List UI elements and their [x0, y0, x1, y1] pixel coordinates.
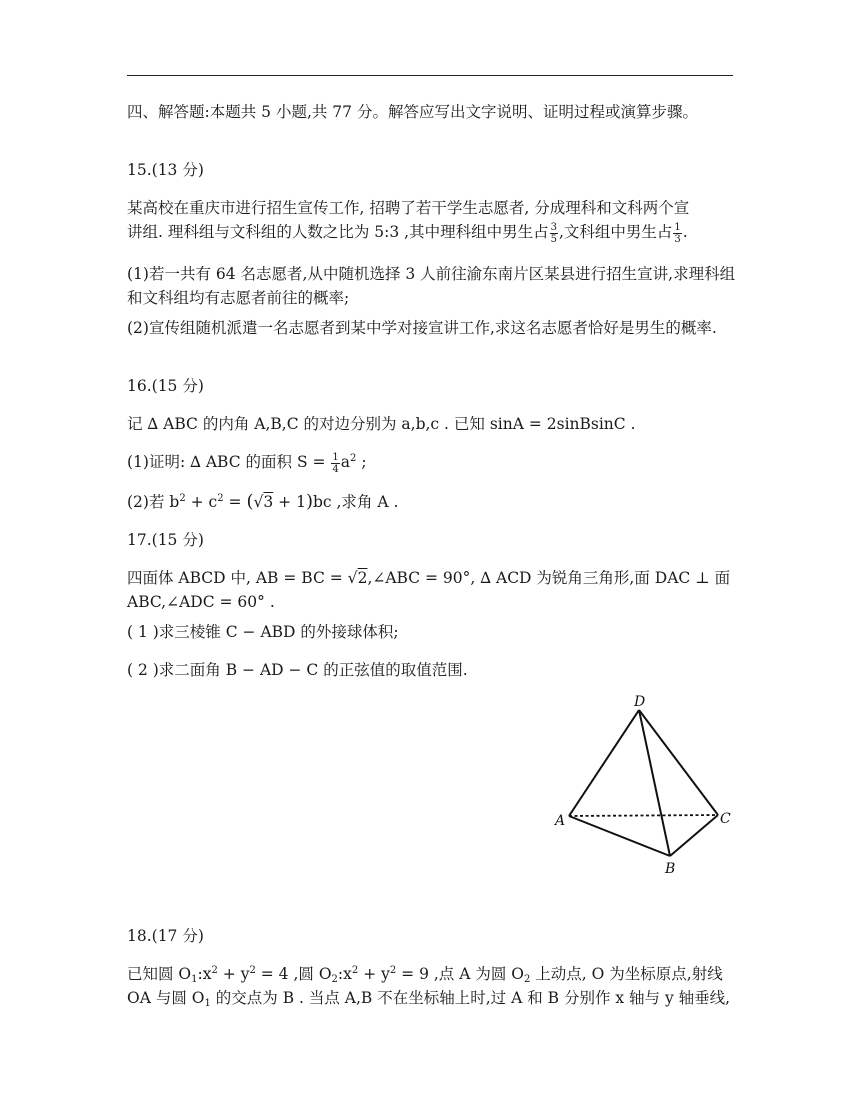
q18-line1-h: 上动点, O 为坐标原点,射线 [530, 965, 723, 983]
q16-part2-b: + c [185, 493, 218, 511]
subscript: 2 [524, 974, 531, 985]
q15-stem-line2-a: 讲组. 理科组与文科组的人数之比为 5:3 ,其中理科组中男生占 [127, 223, 549, 241]
right-paren: ) [305, 491, 313, 512]
exponent: 2 [217, 493, 224, 504]
q15-stem-line2-c: . [682, 223, 688, 241]
subscript: 1 [191, 974, 198, 985]
q16-part2 [127, 490, 739, 514]
subscript: 1 [204, 998, 211, 1009]
q18-line2 [127, 986, 739, 1010]
left-paren: ( [246, 491, 254, 512]
edge-DA [569, 710, 639, 816]
edge-BC [670, 815, 718, 856]
q15-stem-line2 [127, 220, 739, 245]
q18-stem [127, 962, 739, 1010]
q18-line1-a: 已知圆 O [127, 965, 192, 983]
q17-stem-text: 四面体 ABCD 中, AB = BC = √2,∠ABC = 90°, ∆ ACD 为锐角三角形,面 DAC ⊥ 面 ABC,∠ADC = 60° . [127, 569, 731, 611]
q15-part2-text: (2)宣传组随机派遣一名志愿者到某中学对接宣讲工作,求这名志愿者恰好是男生的概率. [127, 319, 717, 337]
q15-number [127, 158, 739, 182]
q15-part1 [127, 262, 739, 310]
q16-stem [127, 412, 739, 436]
exponent: 2 [389, 965, 397, 976]
q15-stem-line1: 某高校在重庆市进行招生宣传工作, 招聘了若干学生志愿者, 分成理科和文科两个宣 [127, 199, 690, 217]
q17-number [127, 528, 739, 552]
frac-numerator: 1 [332, 451, 339, 463]
header-rule [127, 75, 733, 76]
q15-number-text: 15.(13 分) [127, 161, 204, 179]
exponent: 2 [350, 453, 357, 464]
q17-number-text: 17.(15 分) [127, 531, 204, 549]
q16-part1 [127, 450, 739, 475]
frac-denominator: 5 [550, 233, 557, 245]
q15-part1-text: (1)若一共有 64 名志愿者,从中随机选择 3 人前往渝东南片区某县进行招生宣讲,求理科组和文科组均有志愿者前往的概率; [127, 265, 736, 307]
frac-denominator: 3 [674, 233, 681, 245]
q17-part2-text: ( 2 )求二面角 B − AD − C 的正弦值的取值范围. [127, 661, 468, 679]
frac-denominator: 4 [332, 463, 339, 475]
q15-fraction-boys-science [550, 222, 558, 245]
exponent: 2 [211, 965, 218, 976]
q18-number [127, 924, 739, 948]
q16-fraction-quarter [331, 452, 339, 475]
q16-stem-text: 记 ∆ ABC 的内角 A,B,C 的对边分别为 a,b,c . 已知 sinA = 2sinBsinC . [127, 415, 636, 433]
q15-stem-line2-b: ,文科组中男生占 [558, 223, 673, 241]
q18-line1-f: + y [358, 965, 390, 983]
section-header-text: 四、解答题:本题共 5 小题,共 77 分。解答应写出文字说明、证明过程或演算步骤。 [127, 103, 698, 121]
q16-part1-text [127, 450, 739, 475]
q17-part2 [127, 658, 739, 682]
section-header [127, 100, 739, 124]
sqrt-radicand: 3 [263, 493, 274, 511]
q16-number-text: 16.(15 分) [127, 377, 204, 395]
q18-line1-d: = 4 ,圆 O [255, 965, 332, 983]
q17-part1 [127, 620, 739, 644]
vertex-label-B: B [665, 861, 676, 877]
q15-part2 [127, 316, 739, 340]
q16-part1-a: (1)证明: ∆ ABC 的面积 S = [127, 453, 331, 471]
q18-line2-b: 的交点为 B . 当点 A,B 不在坐标轴上时,过 A 和 B 分别作 x 轴与 y 轴垂线, [210, 989, 731, 1007]
exponent: 2 [179, 493, 186, 504]
q18-line1-c: + y [217, 965, 250, 983]
q16-part1-b: a [340, 453, 351, 471]
frac-numerator: 3 [550, 221, 557, 233]
q16-part1-c: ; [356, 453, 367, 471]
exponent: 2 [351, 965, 359, 976]
q17-stem-a: 四面体 ABCD 中, AB = BC = [127, 569, 348, 587]
q15-fraction-boys-arts [673, 222, 681, 245]
q17-part1-text: ( 1 )求三棱锥 C − ABD 的外接球体积; [127, 623, 399, 641]
q17-stem-b: ,∠ABC = 90°, ∆ ACD 为锐角三角形,面 DAC ⊥ 面 ABC,∠ADC = 60° . [127, 569, 731, 611]
edge-AC-dashed [569, 815, 718, 816]
q18-line1 [127, 962, 739, 986]
exponent: 2 [249, 965, 256, 976]
q17-stem [127, 566, 739, 614]
q18-line1-g: = 9 ,点 A 为圆 O [396, 965, 524, 983]
vertex-label-D: D [634, 694, 646, 710]
q18-line2-a: OA 与圆 O [127, 989, 205, 1007]
vertex-label-C: C [720, 811, 731, 827]
q16-part2-a: (2)若 b [127, 493, 180, 511]
q18-number-text: 18.(17 分) [127, 927, 204, 945]
edge-AB [569, 816, 670, 856]
q16-part2-e: bc ,求角 A . [312, 493, 399, 511]
q18-line1-e: :x [337, 965, 352, 983]
q18-line1-b: :x [197, 965, 212, 983]
tetrahedron-figure [550, 690, 740, 880]
q16-number [127, 374, 739, 398]
q15-stem [127, 196, 739, 245]
subscript: 2 [331, 974, 338, 985]
q16-part2-c: = [223, 493, 247, 511]
q16-part2-text: (2)若 $b^2 + c^2 = (√3 + 1)bc$ ,求角 A . [127, 491, 399, 512]
sqrt-radicand: 2 [357, 569, 368, 587]
frac-numerator: 1 [674, 221, 681, 233]
vertex-label-A: A [555, 813, 566, 829]
q16-part2-d: + 1 [273, 493, 306, 511]
